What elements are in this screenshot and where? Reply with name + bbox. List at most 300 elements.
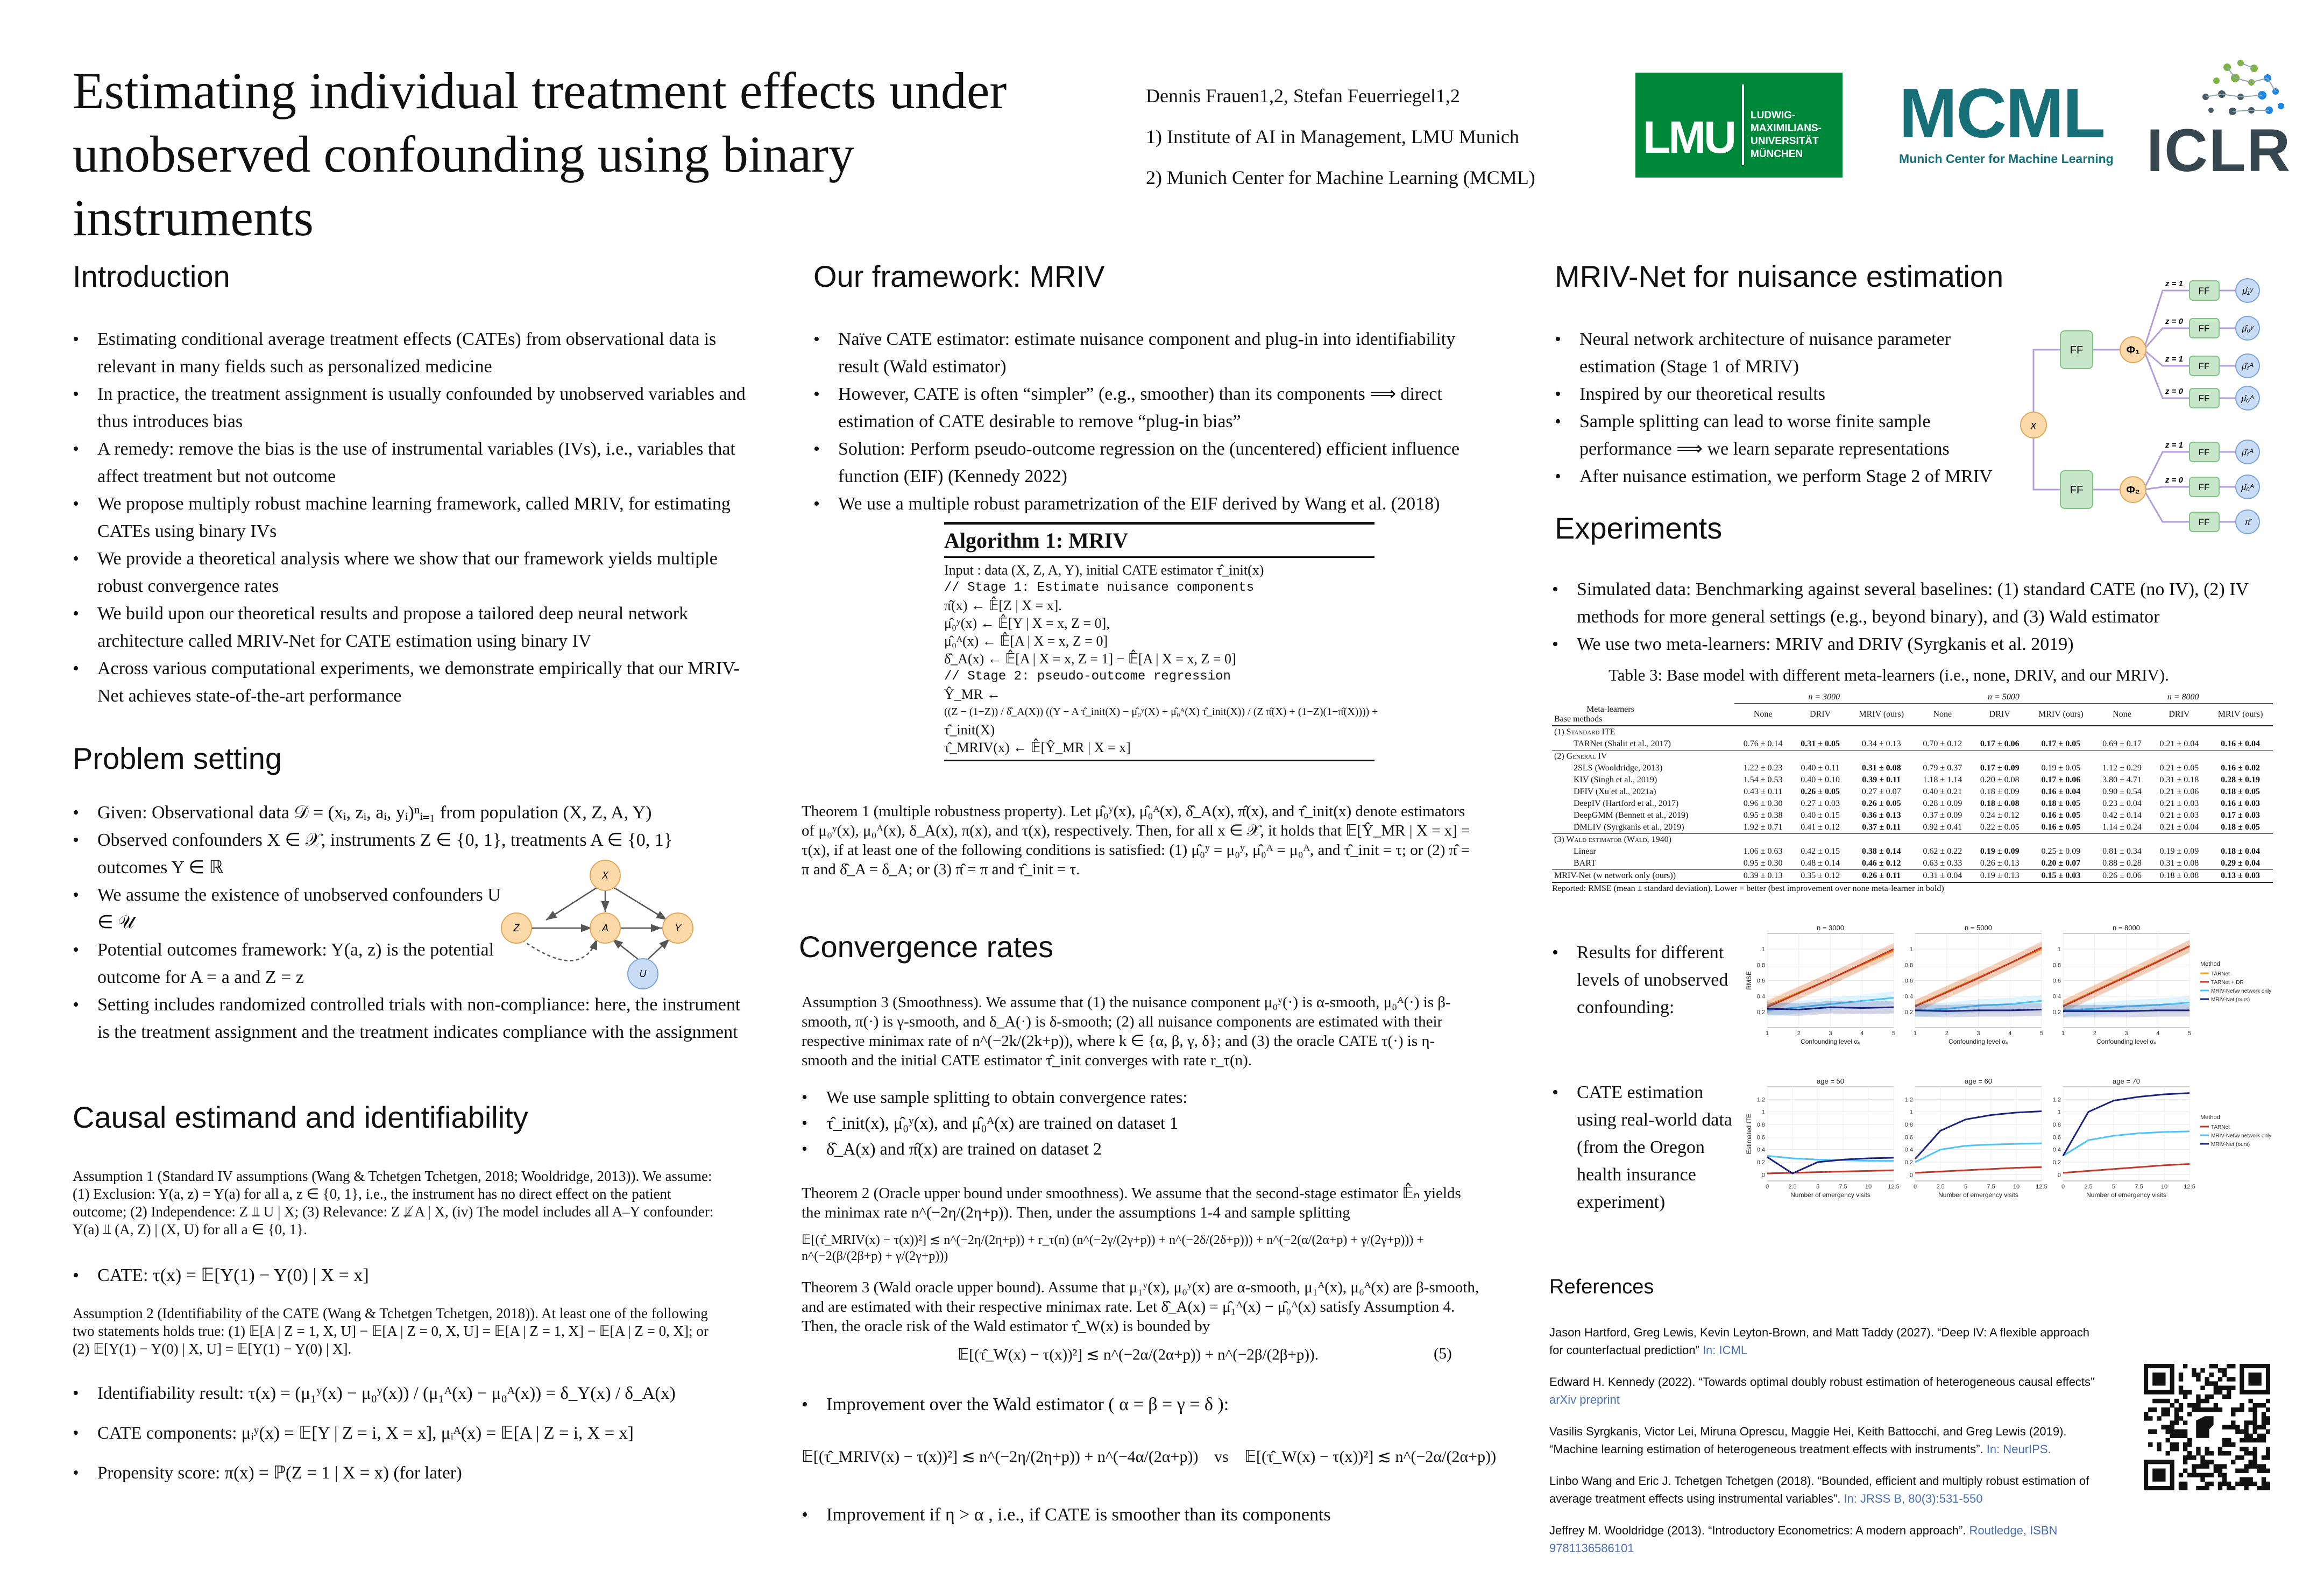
qr-module — [2266, 1420, 2270, 1425]
table-row — [1552, 786, 2273, 798]
qr-module — [2222, 1442, 2227, 1447]
qr-module — [2170, 1420, 2174, 1425]
qr-module — [2214, 1386, 2218, 1390]
chart-x-tick-label: 7.5 — [2135, 1184, 2143, 1190]
qr-module — [2231, 1486, 2235, 1490]
chart-y-tick-label: 1.2 — [1756, 1096, 1765, 1103]
table-cell: 0.31 ± 0.18 — [2159, 775, 2199, 784]
qr-module — [2174, 1416, 2179, 1420]
table-cell: 0.18 ± 0.05 — [2221, 787, 2260, 796]
list-item: • CATE estimation using real-world data (from the Oregon health insurance experiment) — [1552, 1079, 1735, 1216]
diagram-ff: FF — [2070, 344, 2084, 356]
diagram-ff: FF — [2198, 447, 2210, 457]
algorithm-line: Input : data (X, Z, A, Y), initial CATE estimator τ̂_init(x) — [944, 562, 1264, 578]
lmu-logo-divider — [1742, 84, 1744, 165]
qr-module — [2179, 1486, 2183, 1490]
qr-module — [2227, 1438, 2231, 1442]
qr-module — [2257, 1468, 2262, 1473]
qr-module — [2200, 1407, 2205, 1412]
qr-module — [2266, 1451, 2270, 1455]
table-group-row — [1552, 750, 2273, 762]
reference-venue: Routledge, ISBN 9781136586101 — [1549, 1524, 2058, 1555]
chart-x-tick-label: 12.5 — [2036, 1184, 2047, 1190]
chart-y-axis-label: RMSE — [1745, 971, 1753, 990]
table-row-label: DeepIV (Hartford et al., 2017) — [1574, 798, 1679, 808]
list-item: • Improvement if η > α , i.e., if CATE is smoother than its components — [802, 1501, 1479, 1528]
table-cell: 0.31 ± 0.08 — [2159, 858, 2199, 868]
qr-module — [2152, 1468, 2165, 1481]
chart-y-tick-label: 0.8 — [1756, 1122, 1765, 1128]
qr-module — [2209, 1482, 2214, 1486]
improvement-condition — [802, 1501, 1479, 1528]
lmu-name-line: LUDWIG- — [1751, 110, 1796, 121]
list-item: • Solution: Perform pseudo-outcome regression on the (uncentered) efficient influence function (EIF) (Kennedy 2022) — [813, 435, 1491, 490]
table-cell: 0.21 ± 0.04 — [2159, 739, 2199, 748]
chart-x-tick-label: 2 — [2093, 1030, 2096, 1037]
table-column-header: DRIV — [1971, 704, 2028, 726]
qr-module — [2222, 1451, 2227, 1455]
qr-module — [2266, 1486, 2270, 1490]
table-cell: 0.15 ± 0.03 — [2041, 871, 2081, 880]
list-item: • Potential outcomes framework: Y(a, z) is the potential outcome for A = a and Z = z — [73, 936, 503, 991]
qr-module — [2244, 1447, 2248, 1451]
chart-y-tick-label: 1 — [1909, 946, 1913, 953]
list-item: • Improvement over the Wald estimator ( α = β = γ = δ ): — [802, 1391, 1479, 1418]
table-row — [1552, 846, 2273, 858]
table-cell: 0.27 ± 0.07 — [1861, 787, 1901, 796]
table-n-header: n = 8000 — [2093, 691, 2273, 704]
qr-module — [2253, 1430, 2257, 1434]
list-item: • After nuisance estimation, we perform Stage 2 of MRIV — [1555, 463, 2023, 490]
table-row-label: DeepGMM (Bennett et al., 2019) — [1574, 810, 1689, 820]
chart-x-tick-label: 1 — [1913, 1030, 1917, 1037]
table-cell: 0.37 ± 0.11 — [1862, 822, 1901, 832]
table-cell: 0.21 ± 0.05 — [2159, 763, 2199, 773]
qr-module — [2166, 1438, 2170, 1442]
reference-venue: arXiv preprint — [1549, 1393, 1620, 1406]
qr-module — [2183, 1442, 2187, 1447]
qr-module — [2222, 1368, 2227, 1372]
table-cell: 0.13 ± 0.03 — [2221, 871, 2260, 880]
qr-module — [2179, 1386, 2183, 1390]
assumption-3: Assumption 3 (Smoothness). We assume that (1) the nuisance component μ₀ʸ(·) is α-smooth, μ₀ᴬ(·) is β-smooth, π(·) is γ-smooth, and δ_A(·) is δ-smooth; (2) all nuisance components are estimated with their respective minimax rate of n^(−2k/(2k+p)), where k ∈ {α, β, γ, δ}; and (3) the oracle CATE τ(·) is η-smooth and the initial CATE estimator τ̂_init converges with rate r_τ(n). — [802, 994, 1451, 1069]
qr-module — [2253, 1420, 2257, 1425]
chart-y-tick-label: 1 — [2057, 1109, 2061, 1116]
chart-x-tick-label: 10 — [2160, 1184, 2168, 1190]
improvement-equation — [802, 1447, 1497, 1466]
qr-module — [2205, 1407, 2209, 1412]
table-cell: 0.24 ± 0.12 — [1980, 810, 2020, 820]
table-cell: 0.42 ± 0.14 — [2102, 810, 2142, 820]
qr-module — [2253, 1412, 2257, 1416]
qr-module — [2214, 1390, 2218, 1395]
qr-module — [2227, 1482, 2231, 1486]
qr-module — [2248, 1399, 2252, 1403]
chart-y-tick-label: 1 — [1761, 946, 1765, 953]
author-block — [1146, 75, 1576, 198]
qr-module — [2222, 1473, 2227, 1477]
table-cell: 0.95 ± 0.30 — [1743, 858, 1783, 868]
table-group-row — [1552, 726, 2273, 738]
qr-module — [2222, 1372, 2227, 1377]
qr-module — [2253, 1425, 2257, 1429]
qr-module — [2174, 1442, 2179, 1447]
qr-module — [2218, 1377, 2222, 1381]
diagram-z-label: z = 1 — [2165, 441, 2183, 450]
chart-y-tick-label: 0 — [1909, 1172, 1913, 1179]
qr-module — [2244, 1438, 2248, 1442]
qr-module — [2144, 1416, 2148, 1420]
qr-module — [2218, 1464, 2222, 1468]
qr-module — [2166, 1451, 2170, 1455]
qr-module — [2192, 1372, 2196, 1377]
table-row-label: DMLIV (Syrgkanis et al., 2019) — [1574, 822, 1684, 832]
list-item: • We provide a theoretical analysis where we show that our framework yields multiple robust convergence rates — [73, 545, 750, 600]
list-item: • Naïve CATE estimator: estimate nuisance component and plug-in into identifiability result (Wald estimator) — [813, 325, 1491, 380]
qr-module — [2157, 1442, 2161, 1447]
chart-x-axis-label: Number of emergency visits — [2086, 1191, 2166, 1199]
chart-x-axis-label: Number of emergency visits — [1938, 1191, 2018, 1199]
diagram-z-label: z = 0 — [2165, 476, 2183, 485]
chart-x-tick-label: 0 — [1765, 1184, 1769, 1190]
table-cell: 0.79 ± 0.37 — [1923, 763, 1962, 773]
sample-split-list — [802, 1084, 1447, 1162]
diagram-output: μ̂₁ᴬ — [2242, 448, 2254, 457]
dag-node-a: A — [601, 923, 609, 933]
qr-module — [2248, 1372, 2261, 1385]
chart-x-tick-label: 5 — [2187, 1030, 2192, 1037]
assumption-1: Assumption 1 (Standard IV assumptions (Wang & Tchetgen Tchetgen, 2018; Wooldridge, 2013)). We assume: (1) Exclusion: Y(a, z) = Y(a) for all a, z ∈ {0, 1}, i.e., the instrument has no direct effect on the patient outcome; (2) Independence: Z ⫫ U | X; (3) Relevance: Z ⫫̸ A | X, (iv) The model includes all A–Y confounder: Y(a) ⫫ (A, Z) | (X, U) for all a ∈ {0, 1}. — [73, 1168, 714, 1237]
qr-module — [2187, 1412, 2192, 1416]
table-cell: 0.34 ± 0.13 — [1861, 739, 1901, 748]
dag-node-z: Z — [513, 923, 520, 933]
table-cell: 0.41 ± 0.12 — [1801, 822, 1840, 832]
qr-module — [2253, 1464, 2257, 1468]
qr-module — [2244, 1434, 2248, 1438]
qr-module — [2227, 1442, 2231, 1447]
diagram-output: π̂ — [2244, 518, 2251, 527]
table-column-header: MRIV (ours) — [1849, 704, 1914, 726]
chart-y-tick-label: 0.8 — [1904, 962, 1913, 969]
qr-module — [2157, 1399, 2161, 1403]
table-group-title: (1) Standard ITE — [1554, 727, 1616, 737]
table-cell: 0.39 ± 0.11 — [1862, 775, 1901, 784]
chart-x-axis-label: Number of emergency visits — [1790, 1191, 1870, 1199]
qr-module — [2161, 1412, 2165, 1416]
qr-module — [2240, 1468, 2244, 1473]
qr-module — [2192, 1407, 2196, 1412]
qr-module — [2266, 1399, 2270, 1403]
qr-module — [2205, 1451, 2209, 1455]
qr-module — [2200, 1460, 2205, 1464]
qr-module — [2253, 1407, 2257, 1412]
table-cell: 0.27 ± 0.03 — [1801, 798, 1840, 808]
qr-module — [2227, 1377, 2231, 1381]
chart-title: n = 3000 — [1817, 924, 1844, 932]
table-column-header: DRIV — [1791, 704, 1848, 726]
qr-module — [2240, 1455, 2244, 1460]
qr-module — [2179, 1407, 2183, 1412]
qr-module — [2183, 1468, 2187, 1473]
chart-legend-label: MRIV-Net (ours) — [2211, 997, 2250, 1003]
chart-x-tick-label: 0 — [2061, 1184, 2065, 1190]
chart-x-tick-label: 5 — [2039, 1030, 2044, 1037]
qr-module — [2244, 1430, 2248, 1434]
framework-list — [813, 325, 1491, 518]
qr-module — [2257, 1434, 2262, 1438]
table-note: Reported: RMSE (mean ± standard deviation). Lower = better (best improvement over none meta-learner in bold) — [1552, 883, 1944, 893]
table-cell: 1.12 ± 0.29 — [2102, 763, 2142, 773]
wald-risk-bound: 𝔼[(τ̂_W(x) − τ(x))²] ≲ n^(−2α/(2α+p)) — [1244, 1448, 1497, 1466]
table-caption: Table 3: Base model with different meta-learners (i.e., none, DRIV, and our MRIV). — [1609, 666, 2169, 684]
chart-title: age = 60 — [1965, 1077, 1992, 1085]
iclr-logo — [2146, 56, 2297, 184]
table-cell: 0.95 ± 0.38 — [1743, 810, 1783, 820]
chart-legend-title: Method — [2200, 961, 2220, 967]
dag-node-u: U — [639, 968, 647, 979]
table-cell: 0.21 ± 0.06 — [2159, 787, 2199, 796]
theorem-3-equation: 𝔼[(τ̂_W(x) − τ(x))²] ≲ n^(−2α/(2α+p)) + n^(−2β/(2β+p)). — [958, 1346, 1319, 1363]
theorem-2: Theorem 2 (Oracle upper bound under smoothness). We assume that the second-stage estimator 𝔼̂ₙ yields the minimax rate n^(−2η/(2η+p)). Then, under the assumptions 1-4 and sample splitting — [802, 1185, 1461, 1221]
table-cell: 0.28 ± 0.09 — [1923, 798, 1962, 808]
table-group-title: (3) Wald estimator (Wald, 1940) — [1552, 833, 2273, 846]
qr-module — [2248, 1482, 2252, 1486]
algorithm-line: π̂(x) ← 𝔼̂[Z | X = x]. — [944, 598, 1062, 613]
qr-module — [2253, 1447, 2257, 1451]
qr-module — [2248, 1407, 2252, 1412]
table-row — [1552, 810, 2273, 822]
qr-module — [2227, 1425, 2231, 1429]
intro-heading: Introduction — [73, 259, 230, 293]
qr-code[interactable] — [2144, 1364, 2270, 1490]
mrivnet-heading: MRIV-Net for nuisance estimation — [1555, 259, 2004, 293]
qr-module — [2200, 1486, 2205, 1490]
qr-module — [2205, 1395, 2209, 1399]
table-cell: 0.21 ± 0.03 — [2159, 810, 2199, 820]
theorem-3-number: (5) — [1434, 1345, 1452, 1362]
mcml-logo-subtitle: Munich Center for Machine Learning — [1899, 152, 2114, 166]
diagram-input: x — [2031, 420, 2036, 431]
table-cell: 0.26 ± 0.05 — [1801, 787, 1840, 796]
chart-y-tick-label: 0 — [1761, 1172, 1765, 1179]
qr-module — [2192, 1368, 2196, 1372]
qr-module — [2179, 1372, 2183, 1377]
table-cell: 0.40 ± 0.15 — [1801, 810, 1840, 820]
results-charts — [1730, 923, 2284, 1224]
qr-module — [2262, 1455, 2266, 1460]
qr-module — [2196, 1464, 2200, 1468]
framework-heading: Our framework: MRIV — [813, 259, 1105, 293]
qr-module — [2179, 1390, 2183, 1395]
table-column-header: None — [1914, 704, 1971, 726]
list-item: • Identifiability result: τ(x) = (μ₁ʸ(x) − μ₀ʸ(x)) / (μ₁ᴬ(x) − μ₀ᴬ(x)) = δ_Y(x) / δ_A(x) — [73, 1383, 724, 1404]
qr-module — [2200, 1399, 2205, 1403]
qr-module — [2192, 1473, 2196, 1477]
algorithm-line: ((Z − (1−Z)) / δ̂_A(X)) ((Y − A τ̂_init(X) − μ̂₀ʸ(X) + μ̂₀ᴬ(X) τ̂_init(X)) / (Z π̂(X) + (1−Z)(1−π̂(X)))) + — [944, 706, 1378, 718]
qr-module — [2222, 1464, 2227, 1468]
qr-module — [2231, 1412, 2235, 1416]
table-cell: 0.70 ± 0.12 — [1923, 739, 1962, 748]
qr-module — [2262, 1434, 2266, 1438]
qr-module — [2205, 1377, 2209, 1381]
qr-module — [2192, 1403, 2196, 1407]
qr-module — [2205, 1381, 2209, 1385]
qr-module — [2235, 1482, 2240, 1486]
qr-module — [2240, 1430, 2244, 1434]
chart-y-tick-label: 1.2 — [1904, 1096, 1913, 1103]
qr-module — [2235, 1430, 2240, 1434]
qr-module — [2192, 1468, 2196, 1473]
table-cell: 0.29 ± 0.04 — [2221, 858, 2260, 868]
qr-module — [2174, 1407, 2179, 1412]
qr-module — [2196, 1447, 2200, 1451]
table-cell: 0.21 ± 0.03 — [2159, 798, 2199, 808]
diagram-ff: FF — [2198, 323, 2210, 334]
qr-module — [2196, 1407, 2200, 1412]
chart-y-tick-label: 0.4 — [1904, 993, 1913, 1000]
qr-module — [2266, 1407, 2270, 1412]
chart-x-tick-label: 2 — [1797, 1030, 1801, 1037]
table-spacer — [1552, 691, 1734, 704]
qr-module — [2144, 1412, 2148, 1416]
qr-module — [2148, 1430, 2152, 1434]
qr-module — [2244, 1451, 2248, 1455]
qr-module — [2253, 1482, 2257, 1486]
qr-module — [2183, 1486, 2187, 1490]
intro-list — [73, 325, 750, 710]
diagram-ff: FF — [2198, 286, 2210, 296]
list-item: • Inspired by our theoretical results — [1555, 380, 2023, 408]
chart-y-tick-label: 0 — [2057, 1172, 2061, 1179]
mcml-logo-text: MCML — [1899, 74, 2105, 152]
algorithm-line: δ̂_A(x) ← 𝔼̂[A | X = x, Z = 1] − 𝔼̂[A | X = x, Z = 0] — [944, 651, 1236, 667]
qr-module — [2174, 1434, 2179, 1438]
qr-module — [2244, 1464, 2248, 1468]
table-cell: 0.35 ± 0.12 — [1801, 871, 1840, 880]
table-cell: 0.16 ± 0.04 — [2221, 739, 2260, 748]
qr-module — [2253, 1451, 2257, 1455]
algorithm-line: τ̂_MRIV(x) ← 𝔼̂[Ŷ_MR | X = x] — [944, 740, 1131, 755]
lmu-logo — [1635, 73, 1843, 178]
diagram-z-label: z = 0 — [2165, 317, 2183, 326]
table-cell: 0.31 ± 0.08 — [1861, 763, 1901, 773]
table-cell: 0.18 ± 0.05 — [2221, 822, 2260, 832]
table-cell: 0.22 ± 0.05 — [1980, 822, 2020, 832]
qr-module — [2183, 1447, 2187, 1451]
title-line-2: unobserved confounding using binary instruments — [73, 125, 855, 246]
chart-x-tick-label: 7.5 — [1839, 1184, 1847, 1190]
chart-x-tick-label: 5 — [1964, 1184, 1968, 1190]
table-cell: 0.96 ± 0.30 — [1743, 798, 1783, 808]
qr-module — [2214, 1381, 2218, 1385]
chart-x-tick-label: 2.5 — [2084, 1184, 2093, 1190]
table-cell: 1.14 ± 0.24 — [2102, 822, 2142, 832]
chart-x-tick-label: 7.5 — [1987, 1184, 1995, 1190]
qr-module — [2222, 1425, 2227, 1429]
chart-x-tick-label: 4 — [1860, 1030, 1864, 1037]
qr-module — [2174, 1399, 2179, 1403]
qr-module — [2179, 1403, 2183, 1407]
qr-module — [2227, 1451, 2231, 1455]
chart-x-axis-label: Confounding level αᵤ — [2096, 1038, 2156, 1045]
table-cell: 0.17 ± 0.06 — [2041, 775, 2081, 784]
chart-x-tick-label: 10 — [2013, 1184, 2020, 1190]
chart-y-tick-label: 0.8 — [1904, 1122, 1913, 1128]
chart-y-tick-label: 0.4 — [1756, 993, 1765, 1000]
qr-module — [2166, 1425, 2170, 1429]
qr-module — [2157, 1416, 2161, 1420]
list-item: • Setting includes randomized controlled trials with non-compliance: here, the instrument is the treatment assignment and the treatment indicates compliance with the assignment — [73, 991, 743, 1046]
qr-module — [2240, 1407, 2244, 1412]
chart-y-tick-label: 1.2 — [2052, 1096, 2061, 1103]
qr-module — [2253, 1416, 2257, 1420]
table-corner-bottom: Base methods — [1554, 714, 1603, 724]
qr-module — [2187, 1438, 2192, 1442]
qr-module — [2157, 1447, 2161, 1451]
mrivnet-list — [1555, 325, 2023, 490]
qr-module — [2218, 1390, 2222, 1395]
qr-module — [2200, 1473, 2205, 1477]
qr-module — [2240, 1438, 2244, 1442]
qr-module — [2222, 1477, 2227, 1482]
qr-module — [2235, 1407, 2240, 1412]
lmu-name-line: MÜNCHEN — [1751, 148, 1803, 160]
chart-y-tick-label: 0.4 — [2052, 993, 2061, 1000]
affiliation-1: 1) Institute of AI in Management, LMU Munich — [1146, 126, 1519, 147]
qr-module — [2166, 1407, 2170, 1412]
chart-x-tick-label: 2 — [1945, 1030, 1949, 1037]
qr-module — [2174, 1420, 2179, 1425]
algorithm-title: Algorithm 1: MRIV — [944, 522, 1374, 558]
chart-y-tick-label: 0.4 — [2052, 1147, 2061, 1154]
list-item: • Observed confounders X ∈ 𝒳, instruments Z ∈ {0, 1}, treatments A ∈ {0, 1} outcomes Y ∈ ℝ — [73, 826, 743, 881]
qr-module — [2196, 1486, 2200, 1490]
reference-text: Vasilis Syrgkanis, Victor Lei, Miruna Oprescu, Maggie Hei, Keith Battocchi, and Greg Lewis (2019). “Machine learning estimation of heterogeneous treatment effects with instruments”. — [1549, 1425, 2067, 1456]
qr-module — [2187, 1451, 2192, 1455]
qr-module — [2209, 1460, 2214, 1464]
diagram-z-label: z = 1 — [2165, 279, 2183, 288]
qr-module — [2209, 1407, 2214, 1412]
diagram-ff: FF — [2070, 484, 2084, 496]
qr-module — [2222, 1395, 2227, 1399]
qr-module — [2227, 1386, 2231, 1390]
chart-x-tick-label: 5 — [1891, 1030, 1896, 1037]
qr-module — [2235, 1455, 2240, 1460]
qr-module — [2262, 1425, 2266, 1429]
table-cell: 0.31 ± 0.05 — [1801, 739, 1840, 748]
qr-module — [2179, 1416, 2183, 1420]
chart-y-tick-label: 0.2 — [1756, 1159, 1765, 1166]
list-item: • Across various computational experiments, we demonstrate empirically that our MRIV-Net achieves state-of-the-art performance — [73, 655, 750, 710]
diagram-ff: FF — [2198, 361, 2210, 371]
qr-module — [2209, 1451, 2214, 1455]
chart-y-tick-label: 1 — [1909, 1109, 1913, 1116]
chart-legend-label: TARNet — [2211, 971, 2230, 977]
table-row-label: BART — [1574, 858, 1596, 868]
list-item: • CATE: τ(x) = 𝔼[Y(1) − Y(0) | X = x] — [73, 1262, 718, 1289]
list-item: • We use a multiple robust parametrization of the EIF derived by Wang et al. (2018) — [813, 490, 1491, 518]
qr-module — [2227, 1395, 2231, 1399]
table-cell: 0.16 ± 0.02 — [2221, 763, 2260, 773]
chart-y-tick-label: 0.4 — [1904, 1147, 1913, 1154]
table-cell: 3.80 ± 4.71 — [2102, 775, 2142, 784]
qr-module — [2200, 1455, 2205, 1460]
chart-y-tick-label: 1 — [2057, 946, 2061, 953]
chart-legend-label: MRIV-Net (ours) — [2211, 1142, 2250, 1148]
chart-x-tick-label: 4 — [2008, 1030, 2012, 1037]
list-item: • δ̂_A(x) and π̂(x) are trained on dataset 2 — [802, 1136, 1447, 1162]
diagram-output: μ̂₁ᴬ — [2242, 362, 2254, 371]
